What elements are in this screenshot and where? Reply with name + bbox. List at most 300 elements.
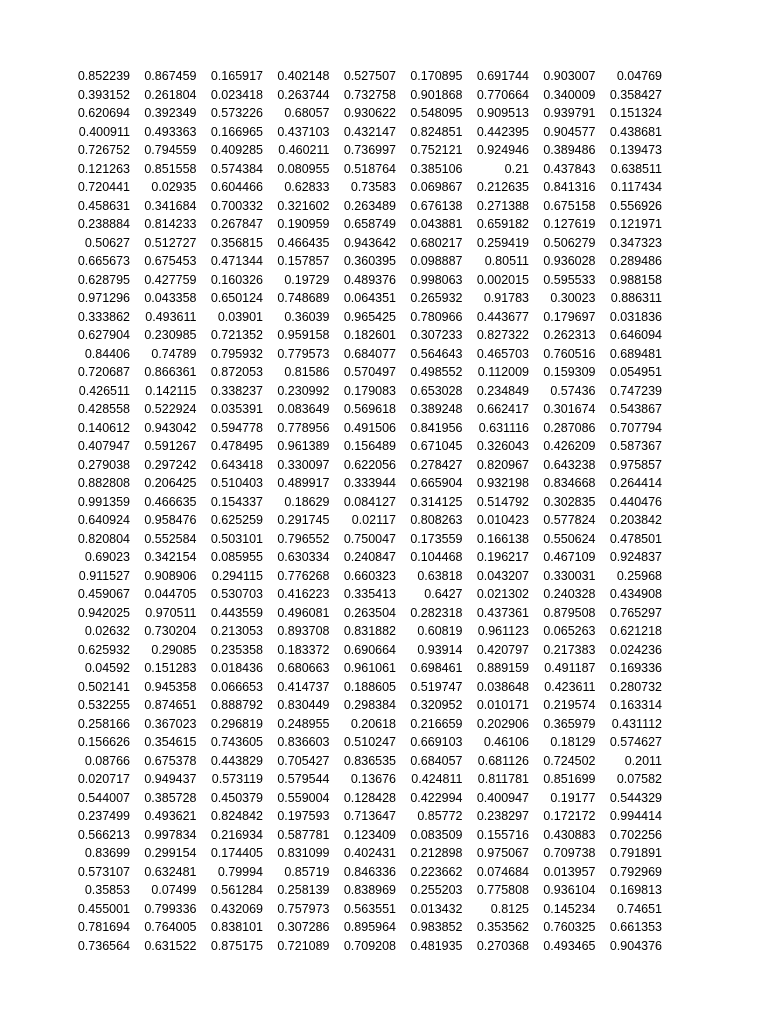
table-cell: 0.530703 (210, 587, 263, 601)
table-cell: 0.6427 (424, 587, 463, 601)
table-cell: 0.988158 (609, 272, 662, 287)
table-cell: 0.736564 (77, 938, 130, 953)
table-cell: 0.506279 (543, 235, 596, 250)
table-row (72, 918, 662, 937)
table-cell: 0.661353 (609, 920, 662, 934)
table-cell: 0.552584 (144, 531, 197, 546)
table-cell: 0.356815 (210, 235, 263, 250)
table-cell: 0.760516 (543, 346, 596, 361)
table-cell: 0.998063 (410, 272, 463, 287)
table-cell: 0.426511 (78, 383, 130, 398)
table-cell: 0.886311 (610, 291, 662, 305)
table-cell: 0.30023 (550, 291, 596, 305)
table-cell: 0.765297 (609, 605, 662, 620)
table-cell: 0.888792 (210, 698, 263, 712)
table-cell: 0.19729 (284, 272, 330, 287)
table-row (72, 326, 662, 345)
table-cell: 0.579544 (277, 772, 330, 786)
table-cell: 0.971296 (77, 291, 130, 305)
table-cell: 0.630334 (277, 550, 330, 564)
table-cell: 0.85772 (417, 809, 463, 823)
table-cell: 0.123409 (343, 827, 396, 842)
table-cell: 0.20618 (350, 716, 396, 731)
table-cell: 0.643418 (210, 457, 263, 472)
table-row (72, 659, 662, 678)
table-cell: 0.240328 (543, 587, 596, 601)
table-cell: 0.997834 (144, 827, 197, 842)
table-cell: 0.796552 (277, 531, 330, 546)
table-cell: 0.481935 (410, 938, 463, 953)
table-row (72, 86, 662, 105)
table-cell: 0.159309 (543, 365, 596, 379)
table-cell: 0.675453 (144, 254, 197, 268)
table-cell: 0.587781 (277, 827, 330, 842)
table-cell: 0.831882 (343, 624, 396, 638)
table-cell: 0.660323 (343, 568, 396, 583)
table-cell: 0.675158 (543, 198, 596, 213)
table-cell: 0.230992 (277, 383, 330, 398)
table-cell: 0.432069 (210, 901, 263, 916)
table-cell: 0.747239 (609, 383, 662, 398)
table-cell: 0.958476 (144, 513, 197, 527)
table-row (72, 789, 662, 808)
table-cell: 0.466635 (144, 494, 197, 509)
table-cell: 0.573226 (210, 106, 263, 120)
table-cell: 0.279038 (77, 457, 130, 472)
table-cell: 0.426209 (543, 439, 596, 453)
table-cell: 0.163314 (609, 698, 662, 712)
data-table (72, 67, 662, 955)
table-cell: 0.975067 (476, 846, 529, 860)
table-cell: 0.238297 (476, 809, 529, 823)
table-cell: 0.434908 (609, 587, 662, 601)
table-cell: 0.365979 (543, 716, 596, 731)
table-cell: 0.258139 (277, 883, 330, 897)
table-row (72, 715, 662, 734)
table-cell: 0.282318 (410, 605, 463, 620)
table-cell: 0.702256 (609, 827, 662, 842)
table-cell: 0.478501 (609, 531, 662, 546)
table-cell: 0.07582 (616, 772, 662, 786)
table-cell: 0.889159 (476, 661, 529, 675)
table-cell: 0.707794 (609, 420, 662, 435)
table-row (72, 197, 662, 216)
table-cell: 0.142115 (145, 383, 197, 398)
table-cell: 0.943642 (343, 235, 396, 250)
table-cell: 0.302835 (543, 494, 596, 509)
table-cell: 0.834668 (543, 476, 596, 490)
table-cell: 0.085955 (210, 550, 263, 564)
table-cell: 0.594778 (210, 420, 263, 435)
table-cell: 0.02632 (84, 624, 130, 638)
table-cell: 0.151324 (609, 106, 662, 120)
table-cell: 0.662417 (476, 402, 529, 416)
table-cell: 0.961123 (477, 624, 529, 638)
table-cell: 0.764005 (144, 920, 197, 934)
table-cell: 0.121971 (609, 217, 662, 231)
table-cell: 0.182601 (343, 328, 396, 342)
table-cell: 0.299154 (144, 846, 197, 860)
table-cell: 0.638511 (610, 161, 662, 176)
table-cell: 0.013957 (543, 864, 596, 879)
table-cell: 0.564643 (410, 346, 463, 361)
table-cell: 0.261804 (144, 87, 197, 102)
table-cell: 0.043358 (144, 291, 197, 305)
table-row (72, 215, 662, 234)
table-cell: 0.591267 (144, 439, 197, 453)
table-cell: 0.35853 (84, 883, 130, 897)
table-cell: 0.024236 (609, 642, 662, 657)
table-cell: 0.690664 (343, 642, 396, 657)
table-cell: 0.165917 (210, 69, 263, 83)
table-cell: 0.289486 (609, 254, 662, 268)
table-cell: 0.903007 (543, 69, 596, 83)
table-cell: 0.294115 (211, 568, 263, 583)
table-cell: 0.646094 (609, 328, 662, 342)
table-cell: 0.240847 (343, 550, 396, 564)
table-cell: 0.775808 (476, 883, 529, 897)
table-cell: 0.069867 (410, 180, 463, 194)
table-cell: 0.478495 (210, 439, 263, 453)
table-cell: 0.08766 (84, 753, 130, 768)
table-cell: 0.757973 (277, 901, 330, 916)
table-cell: 0.924946 (476, 143, 529, 157)
table-cell: 0.959158 (277, 328, 330, 342)
table-cell: 0.265932 (410, 291, 463, 305)
table-cell: 0.400947 (476, 790, 529, 805)
table-cell: 0.389486 (543, 143, 596, 157)
table-cell: 0.631522 (144, 938, 197, 953)
table-cell: 0.724502 (543, 753, 596, 768)
table-cell: 0.259419 (476, 235, 529, 250)
table-cell: 0.465703 (476, 346, 529, 361)
table-row (72, 937, 662, 956)
table-row (72, 400, 662, 419)
table-cell: 0.074684 (476, 864, 529, 879)
table-cell: 0.924837 (609, 550, 662, 564)
table-cell: 0.838101 (210, 920, 263, 934)
table-cell: 0.743605 (210, 735, 263, 749)
table-cell: 0.29085 (151, 642, 197, 657)
table-cell: 0.338237 (210, 383, 263, 398)
table-row (72, 678, 662, 697)
table-cell: 0.172172 (543, 809, 596, 823)
table-cell: 0.781694 (77, 920, 130, 934)
table-cell: 0.156489 (343, 439, 396, 453)
table-cell: 0.424811 (411, 772, 463, 786)
table-cell: 0.532255 (77, 698, 130, 712)
table-cell: 0.104468 (410, 550, 463, 564)
table-cell: 0.573119 (211, 772, 263, 786)
table-cell: 0.675378 (144, 753, 197, 768)
table-cell: 0.117434 (610, 180, 662, 194)
table-cell: 0.770664 (476, 87, 529, 102)
table-cell: 0.93914 (417, 642, 463, 657)
table-cell: 0.676138 (410, 198, 463, 213)
table-cell: 0.838969 (343, 883, 396, 897)
table-cell: 0.720441 (77, 180, 130, 194)
table-cell: 0.628795 (77, 272, 130, 287)
table-row (72, 178, 662, 197)
table-cell: 0.301674 (543, 402, 596, 416)
table-cell: 0.36039 (284, 309, 330, 324)
table-cell: 0.298384 (343, 698, 396, 712)
table-cell: 0.216659 (410, 716, 463, 731)
table-row (72, 252, 662, 271)
table-cell: 0.219574 (543, 698, 596, 712)
table-row (72, 67, 662, 86)
table-cell: 0.271388 (476, 198, 529, 213)
table-cell: 0.750047 (343, 531, 396, 546)
table-cell: 0.237499 (77, 809, 130, 823)
table-cell: 0.307286 (277, 920, 330, 934)
table-cell: 0.354615 (144, 735, 197, 749)
table-cell: 0.367023 (144, 716, 197, 731)
table-cell: 0.197593 (277, 809, 330, 823)
table-row (72, 604, 662, 623)
table-cell: 0.054951 (609, 365, 662, 379)
table-cell: 0.183372 (277, 642, 330, 657)
table-cell: 0.994414 (609, 809, 662, 823)
table-cell: 0.671045 (410, 439, 463, 453)
table-cell: 0.561284 (210, 883, 263, 897)
table-row (72, 511, 662, 530)
table-cell: 0.04592 (84, 661, 130, 675)
table-row (72, 807, 662, 826)
table-cell: 0.267847 (210, 217, 263, 231)
table-cell: 0.155716 (476, 827, 529, 842)
table-cell: 0.02935 (151, 180, 197, 194)
table-cell: 0.574384 (210, 161, 263, 176)
table-cell: 0.438681 (609, 124, 662, 139)
table-cell: 0.527507 (343, 69, 396, 83)
table-cell: 0.333862 (77, 309, 130, 324)
table-cell: 0.297242 (144, 457, 197, 472)
table-row (72, 104, 662, 123)
table-cell: 0.287086 (543, 420, 596, 435)
table-cell: 0.795932 (210, 346, 263, 361)
table-cell: 0.437843 (543, 161, 596, 176)
table-cell: 0.044705 (144, 587, 197, 601)
table-cell: 0.217383 (543, 642, 596, 657)
table-cell: 0.559004 (277, 790, 330, 805)
table-cell: 0.202906 (476, 716, 529, 731)
table-cell: 0.156626 (77, 735, 130, 749)
table-cell: 0.736997 (343, 143, 396, 157)
table-cell: 0.748689 (277, 291, 330, 305)
table-cell: 0.206425 (144, 476, 197, 490)
table-cell: 0.414737 (277, 679, 330, 694)
table-cell: 0.385106 (410, 161, 463, 176)
table-cell: 0.721089 (277, 938, 330, 953)
table-cell: 0.604466 (210, 180, 263, 194)
table-cell: 0.489917 (277, 476, 330, 490)
table-cell: 0.321602 (277, 198, 330, 213)
table-cell: 0.713647 (343, 809, 396, 823)
table-row (72, 844, 662, 863)
table-cell: 0.709738 (543, 846, 596, 860)
table-cell: 0.458631 (77, 198, 130, 213)
table-cell: 0.991359 (77, 494, 130, 509)
table-cell: 0.625259 (210, 513, 263, 527)
table-cell: 0.684077 (343, 346, 396, 361)
table-cell: 0.901868 (410, 87, 463, 102)
table-cell: 0.18629 (284, 494, 330, 509)
table-row (72, 289, 662, 308)
table-cell: 0.402431 (343, 846, 396, 860)
table-cell: 0.81586 (284, 365, 330, 379)
table-cell: 0.002015 (476, 272, 529, 287)
table-cell: 0.543867 (609, 402, 662, 416)
table-cell: 0.402148 (277, 69, 330, 83)
table-row (72, 900, 662, 919)
table-cell: 0.21 (504, 161, 529, 176)
table-cell: 0.450379 (210, 790, 263, 805)
table-cell: 0.400911 (78, 124, 130, 139)
table-cell: 0.732758 (343, 87, 396, 102)
table-cell: 0.127619 (543, 217, 596, 231)
table-cell: 0.57436 (550, 383, 596, 398)
table-cell: 0.083649 (277, 402, 330, 416)
table-cell: 0.658749 (343, 217, 396, 231)
table-cell: 0.212635 (476, 180, 529, 194)
table-cell: 0.79994 (217, 864, 263, 879)
table-cell: 0.631116 (478, 420, 529, 435)
table-cell: 0.216934 (210, 827, 263, 842)
table-cell: 0.330097 (277, 457, 330, 472)
table-cell: 0.791891 (609, 846, 662, 860)
table-cell: 0.314125 (410, 494, 463, 509)
table-cell: 0.867459 (144, 69, 197, 83)
table-cell: 0.333944 (343, 476, 396, 490)
table-cell: 0.013432 (410, 901, 463, 916)
table-cell: 0.431112 (611, 716, 662, 731)
table-cell: 0.510247 (343, 735, 396, 749)
table-cell: 0.570497 (343, 365, 396, 379)
table-cell: 0.550624 (543, 531, 596, 546)
table-cell: 0.778956 (277, 420, 330, 435)
table-cell: 0.166965 (210, 124, 263, 139)
table-cell: 0.895964 (343, 920, 396, 934)
table-cell: 0.50627 (84, 235, 130, 250)
table-cell: 0.238884 (77, 217, 130, 231)
table-cell: 0.02117 (351, 513, 396, 527)
table-cell: 0.851699 (543, 772, 596, 786)
table-cell: 0.385728 (144, 790, 197, 805)
table-cell: 0.799336 (144, 901, 197, 916)
table-cell: 0.709208 (343, 938, 396, 953)
table-row (72, 456, 662, 475)
table-cell: 0.023418 (210, 87, 263, 102)
table-cell: 0.358427 (609, 87, 662, 102)
table-row (72, 234, 662, 253)
table-cell: 0.084127 (343, 494, 396, 509)
table-cell: 0.640924 (77, 513, 130, 527)
table-cell: 0.066653 (210, 679, 263, 694)
table-cell: 0.491187 (544, 661, 596, 675)
table-cell: 0.140612 (77, 420, 130, 435)
table-cell: 0.04769 (616, 69, 662, 83)
table-row (72, 696, 662, 715)
table-cell: 0.836603 (277, 735, 330, 749)
table-cell: 0.031836 (609, 309, 662, 324)
table-cell: 0.814233 (144, 217, 197, 231)
table-row (72, 382, 662, 401)
table-cell: 0.502141 (77, 679, 130, 694)
table-cell: 0.621218 (609, 624, 662, 638)
table-cell: 0.160326 (210, 272, 263, 287)
table-cell: 0.190959 (277, 217, 330, 231)
table-cell: 0.270368 (476, 938, 529, 953)
table-cell: 0.489376 (343, 272, 396, 287)
table-cell: 0.932198 (476, 476, 529, 490)
table-cell: 0.428558 (77, 402, 130, 416)
table-cell: 0.139473 (609, 143, 662, 157)
table-cell: 0.230985 (144, 328, 197, 342)
table-cell: 0.827322 (476, 328, 529, 342)
table-cell: 0.493363 (144, 124, 197, 139)
table-cell: 0.544007 (77, 790, 130, 805)
table-cell: 0.360395 (343, 254, 396, 268)
table-cell: 0.326043 (476, 439, 529, 453)
table-cell: 0.2011 (624, 753, 662, 768)
table-cell: 0.779573 (277, 346, 330, 361)
table-cell: 0.083509 (410, 827, 463, 842)
table-cell: 0.442395 (476, 124, 529, 139)
table-cell: 0.389248 (410, 402, 463, 416)
table-cell: 0.248955 (277, 716, 330, 731)
table-cell: 0.909513 (476, 106, 529, 120)
table-cell: 0.939791 (543, 106, 596, 120)
table-cell: 0.556926 (609, 198, 662, 213)
table-cell: 0.437103 (277, 124, 330, 139)
table-cell: 0.263489 (343, 198, 396, 213)
table-cell: 0.691744 (476, 69, 529, 83)
table-cell: 0.174405 (210, 846, 263, 860)
table-cell: 0.627904 (77, 328, 130, 342)
table-cell: 0.792969 (609, 864, 662, 879)
table-cell: 0.851558 (144, 161, 197, 176)
table-row (72, 733, 662, 752)
table-cell: 0.83699 (84, 846, 130, 860)
table-cell: 0.74651 (616, 901, 662, 916)
table-cell: 0.595533 (543, 272, 596, 287)
table-cell: 0.874651 (144, 698, 197, 712)
table-row (72, 123, 662, 142)
table-cell: 0.455001 (77, 901, 130, 916)
table-cell: 0.440476 (609, 494, 662, 509)
table-cell: 0.908906 (144, 568, 197, 583)
table-cell: 0.620694 (77, 106, 130, 120)
table-row (72, 770, 662, 789)
table-cell: 0.63818 (417, 568, 463, 583)
table-row (72, 641, 662, 660)
table-cell: 0.730204 (144, 624, 197, 638)
table-cell: 0.680217 (410, 235, 463, 250)
table-cell: 0.212898 (410, 846, 463, 860)
table-cell: 0.936104 (543, 883, 596, 897)
table-cell: 0.169336 (609, 661, 662, 675)
table-cell: 0.866361 (144, 365, 197, 379)
table-cell: 0.669103 (410, 735, 463, 749)
table-cell: 0.836535 (343, 753, 396, 768)
table-cell: 0.961061 (343, 661, 396, 675)
table-cell: 0.8125 (490, 901, 529, 916)
table-cell: 0.223662 (410, 864, 463, 879)
table-cell: 0.145234 (543, 901, 596, 916)
table-cell: 0.278427 (410, 457, 463, 472)
table-cell: 0.84406 (84, 346, 130, 361)
